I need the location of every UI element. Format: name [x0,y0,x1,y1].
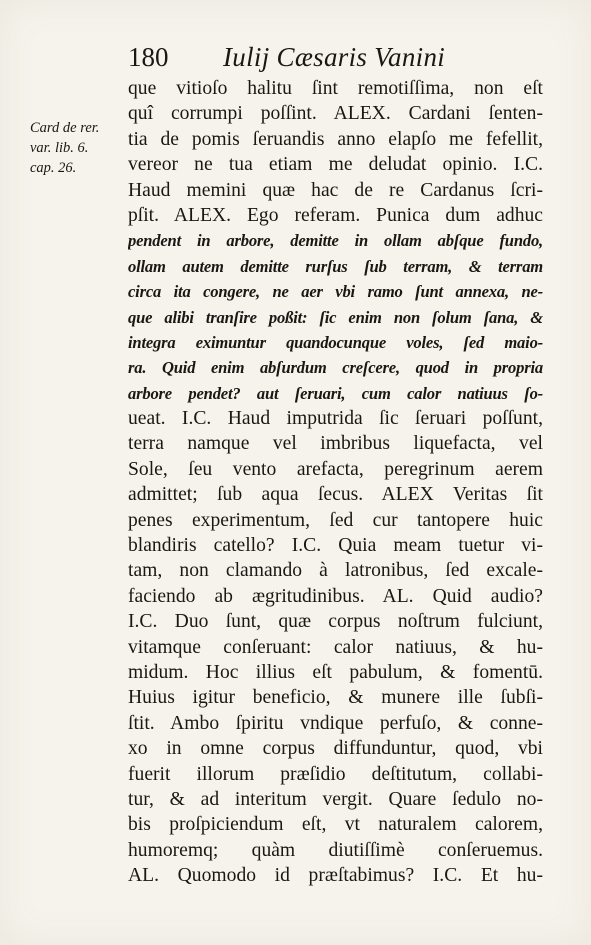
text-line: pendent in arbore, demitte in ollam abſque fundo, [128,231,543,251]
text-line: bis proſpiciendum eſt, vt naturalem calorem, [128,814,543,836]
text-line: ſtit. Ambo ſpiritu vndique perfuſo, & conne- [128,712,543,734]
text-line: quî corrumpi poſſint. ALEX. Cardani ſenten- [128,103,543,125]
running-title: Iulij Cæsaris Vanini [223,42,446,72]
text-line: ueat. I.C. Haud imputrida ſic ſeruari poſſunt, [128,408,543,430]
text-line: ra. Quid enim abſurdum creſcere, quod in propria [128,358,543,378]
text-line: AL. Quomodo id præſtabimus? I.C. Et hu- [128,865,543,887]
text-line: penes experimentum, ſed cur tantopere huic [128,509,543,531]
text-line: terra namque vel imbribus liquefacta, vel [128,433,543,455]
text-line: midum. Hoc illius eſt pabulum, & fomentū. [128,661,543,683]
text-line: xo in omne corpus diffunduntur, quod, vbi [128,738,543,760]
text-line: tur, & ad interitum vergit. Quare ſedulo no- [128,788,543,810]
page-number: 180 [128,42,169,72]
text-line: faciendo ab ægritudinibus. AL. Quid audio? [128,585,543,607]
marginal-citation [30,118,122,178]
text-line: humoremq; quàm diutiſſimè conſeruemus. [128,839,543,861]
text-line: Haud memini quæ hac de re Cardanus ſcri- [128,179,543,201]
text-line: ollam autem demitte rurſus ſub terram, & terram [128,256,543,276]
text-line: que vitioſo halitu ſint remotiſſima, non eſt [128,78,543,99]
text-line: pſit. ALEX. Ego referam. Punica dum adhuc [128,204,543,226]
text-line: integra eximuntur quandocunque voles, ſed maio- [128,332,543,352]
text-line: Sole, ſeu vento arefacta, peregrinum aerem [128,458,543,480]
text-line: admittet; ſub aqua ſecus. ALEX Veritas ſit [128,484,543,506]
text-line: circa ita congere, ne aer vbi ramo ſunt annexa, ne- [128,282,543,302]
text-line: arbore pendet? aut ſeruari, cum calor natiuus ſo- [128,383,543,403]
text-line: vereor ne tua etiam me deludat opinio. I.C. [128,154,543,176]
margin-note-line: var. lib. 6. [30,140,89,156]
body-text [128,76,543,889]
text-line: fuerit illorum præſidio deſtitutum, collabi- [128,763,543,785]
text-line: I.C. Duo ſunt, quæ corpus noſtrum fulciunt, [128,611,543,633]
text-line: tam, non clamando à latronibus, ſed excale- [128,560,543,582]
running-header [128,40,548,74]
text-line: vitamque conſeruant: calor natiuus, & hu- [128,636,543,658]
text-line: Huius igitur beneficio, & munere ille ſubſi- [128,687,543,709]
margin-note-line: cap. 26. [30,160,77,176]
text-line: blandiris catello? I.C. Quia meam tuetur vi- [128,535,543,557]
text-line: tia de pomis ſeruandis anno elapſo me fefellit, [128,128,543,150]
margin-note-line: Card de rer. [30,120,100,136]
text-line: que alibi tranſire poßit: ſic enim non ſolum ſana, & [128,307,543,327]
